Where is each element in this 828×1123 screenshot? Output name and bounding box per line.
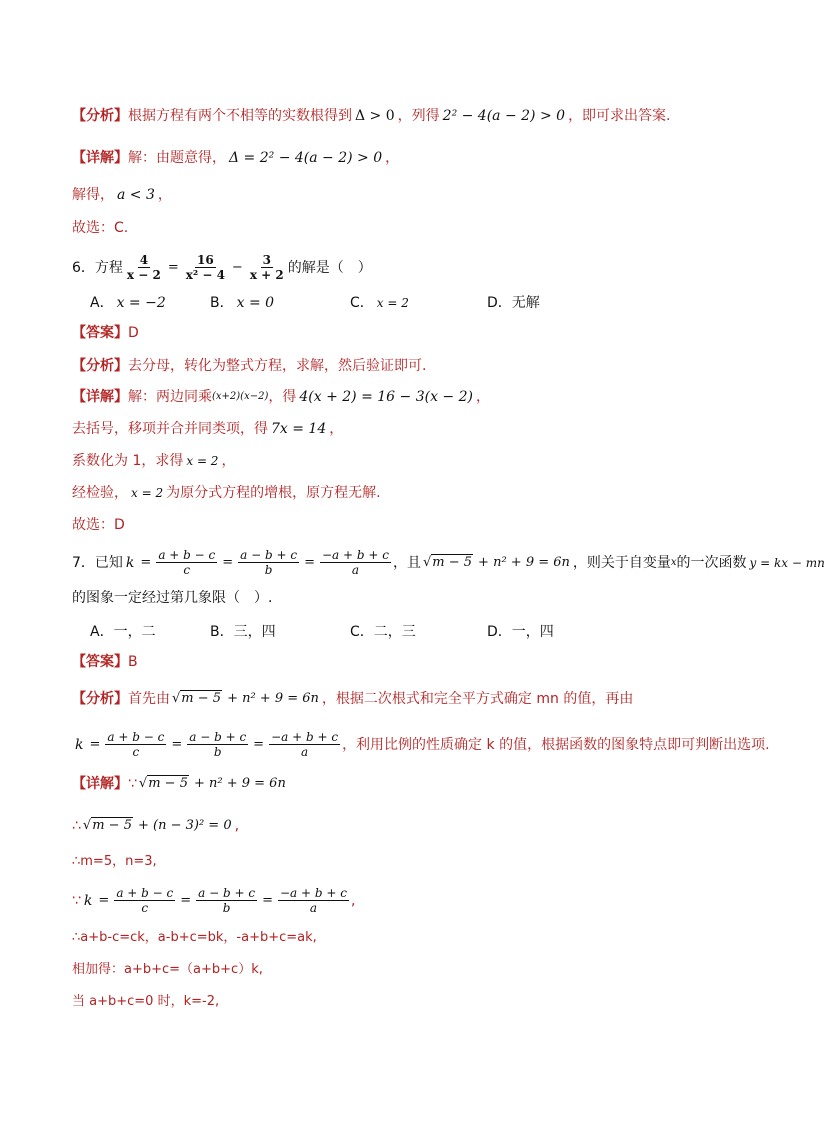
q6-choice-line: 故选： D [72, 517, 125, 533]
detail-text: ，得 [268, 389, 297, 405]
answer-tag: 【答案】 [72, 325, 128, 341]
solve-text: 解得， [72, 187, 114, 203]
question-number: 6．方程 [72, 259, 123, 276]
fraction: $\frac{a + b - c}{c}$ [158, 548, 216, 577]
analysis-text: ，即可求出答案. [568, 108, 671, 124]
minus-sign: − [231, 259, 243, 275]
detail-end: ， [385, 150, 400, 166]
fraction: $\frac{16}{\text{x² − 4}}$ [185, 253, 225, 282]
q6-analysis-line [72, 356, 426, 376]
analysis-math: 2² − 4(a − 2) > 0 [442, 108, 566, 124]
option-d[interactable]: D．一，四 [487, 624, 554, 640]
solve-end: ， [157, 187, 172, 203]
q7-mn-line: ∴m=5，n=3, [72, 854, 157, 869]
option-c[interactable]: C． x = 2 [350, 295, 409, 311]
fraction: $\frac{3}{x + 2}$ [249, 253, 284, 282]
option-a[interactable]: A． x = −2 [90, 295, 166, 311]
detail-math: 4(x + 2) = 16 − 3(x − 2) [299, 389, 473, 405]
detail-end: ， [475, 389, 490, 405]
analysis-text: 去分母，转化为整式方程，求解，然后验证即可. [128, 358, 427, 374]
detail-tag: 【详解】 [72, 389, 128, 405]
option-b[interactable]: B．三，四 [210, 624, 276, 640]
q7-ck-line: ∴a+b-c=ck，a-b+c=bk，-a+b+c=ak, [72, 930, 317, 945]
q7-stem: 7．已知 k = $\frac{a + b - c}{c}$ = $\frac{a - b + c}{b}$ = $\frac{-a + b + c}{a}$ ，且 √m − 5 + n² + 9 = 6n ，则关于自变量 x 的一次函数 y = kx − mn [72, 548, 825, 577]
analysis-math: Δ > 0 [355, 108, 395, 124]
q7-answer-line: 【答案】 B [72, 654, 138, 670]
sqrt-expression: √m − 5 [422, 554, 473, 570]
q5-detail-line [72, 148, 399, 168]
option-b[interactable]: B． x = 0 [210, 295, 275, 311]
detail-text: 解：两边同乘 [128, 389, 212, 405]
fraction: $\frac{4}{x - 2}$ [126, 253, 161, 282]
detail-text: 解：由题意得， [128, 150, 226, 166]
option-a[interactable]: A．一，二 [90, 624, 156, 640]
analysis-text: ，列得 [397, 108, 440, 124]
analysis-tag: 【分析】 [72, 358, 128, 374]
q6-stem [72, 253, 372, 282]
q6-step4-line: 经检验， x = 2 为原分式方程的增根，原方程无解. [72, 485, 381, 501]
choice-value: C. [114, 220, 129, 236]
analysis-text: 根据方程有两个不相等的实数根得到 [128, 108, 352, 124]
option-c[interactable]: C．二，三 [350, 624, 416, 640]
option-d[interactable]: D．无解 [487, 295, 540, 311]
fraction: $\frac{-a + b + c}{a}$ [322, 548, 389, 577]
q5-choice-line [72, 218, 128, 238]
q6-step2-line: 去括号，移项并合并同类项，得 7x = 14 ， [72, 421, 344, 437]
detail-tag: 【详解】 [72, 150, 128, 166]
q6-detail-line [72, 387, 490, 407]
choice-text: 故选： [72, 220, 114, 236]
sqrt-expression: √m − 5 [172, 691, 222, 706]
solve-math: a < 3 [117, 187, 155, 203]
detail-small-math: (x+2)(x−2) [212, 391, 269, 402]
detail-math: Δ = 2² − 4(a − 2) > 0 [229, 150, 383, 166]
q7-analysis-line1: 【分析】 首先由 √m − 5 + n² + 9 = 6n ，根据二次根式和完全平方式确定 mn 的值，再由 [72, 691, 634, 707]
q7-add-line: 相加得：a+b+c=（a+b+c）k, [72, 962, 263, 977]
question-number: 7．已知 [72, 554, 123, 571]
q7-detail-line: 【详解】 ∵ √m − 5 + n² + 9 = 6n [72, 776, 286, 792]
q6-step3-line: 系数化为 1，求得 x = 2 ， [72, 453, 236, 469]
q7-because-line: ∵ k = $\frac{a + b - c}{c}$ = $\frac{a - b + c}{b}$ = $\frac{-a + b + c}{a}$ , [72, 886, 356, 915]
fraction: $\frac{a - b + c}{b}$ [240, 548, 298, 577]
equals-sign: = [167, 259, 179, 275]
q5-solve-line [72, 185, 172, 205]
q7-therefore-line: ∴ √m − 5 + (n − 3)² = 0 , [72, 818, 240, 834]
stem-end: 的解是（ ） [287, 259, 372, 276]
q7-analysis-line2: k = $\frac{a + b - c}{c}$ = $\frac{a - b + c}{b}$ = $\frac{-a + b + c}{a}$ ，利用比例的性质确定 k 的值，根据函数的图象特点即可判断出选项. [75, 730, 770, 759]
q5-analysis-line [72, 106, 671, 126]
q6-answer-line [72, 323, 139, 343]
analysis-tag: 【分析】 [72, 108, 128, 124]
q7-stem-line2: 的图象一定经过第几象限（ ）. [72, 590, 273, 606]
answer-value: D [128, 325, 139, 341]
q7-case-line: 当 a+b+c=0 时，k=-2, [72, 994, 220, 1009]
